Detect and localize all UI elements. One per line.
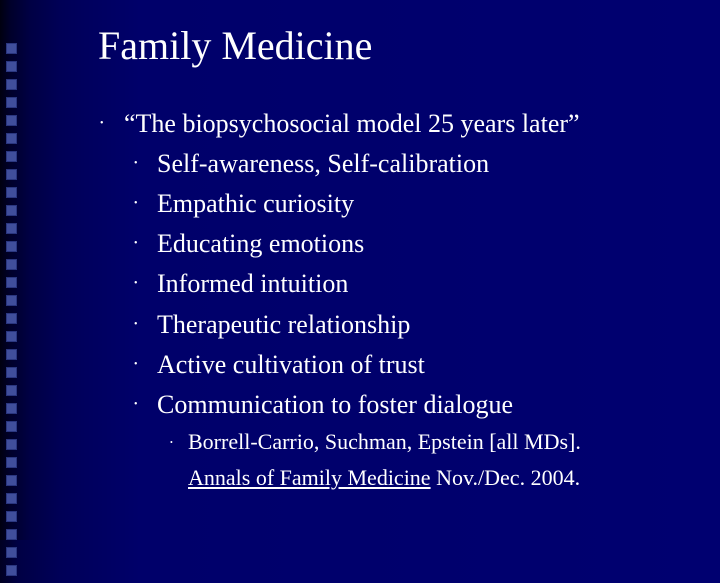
sub-bullet-text: Empathic curiosity (157, 189, 355, 218)
sub-bullet-text: Therapeutic relationship (157, 310, 411, 339)
bullet-dot: • (134, 359, 138, 370)
main-bullet-text: “The biopsychosocial model 25 years later” (124, 109, 580, 138)
citation-authors: Borrell-Carrio, Suchman, Epstein [all MDs]. (188, 429, 581, 454)
bullet-dot: • (134, 319, 138, 330)
bullet-dot: • (100, 118, 104, 129)
sub-bullet-text: Informed intuition (157, 269, 349, 298)
bullet-dot: • (134, 278, 138, 289)
bullet-dot: • (134, 158, 138, 169)
sub-bullet-text: Self-awareness, Self-calibration (157, 149, 490, 178)
bullet-dot: • (134, 198, 138, 209)
bullet-dot: • (134, 399, 138, 410)
citation-journal-link[interactable]: Annals of Family Medicine (188, 465, 431, 490)
bullet-dot: • (170, 438, 173, 447)
citation-line-2 (188, 464, 580, 492)
left-decorative-strip (0, 0, 86, 540)
sub-bullet-text: Active cultivation of trust (157, 350, 425, 379)
citation-date: Nov./Dec. 2004. (430, 465, 581, 490)
decorative-squares (4, 43, 22, 583)
sub-bullet-text: Communication to foster dialogue (157, 390, 513, 419)
bullet-dot: • (134, 238, 138, 249)
slide-title: Family Medicine (98, 23, 373, 68)
sub-bullet-text: Educating emotions (157, 229, 365, 258)
